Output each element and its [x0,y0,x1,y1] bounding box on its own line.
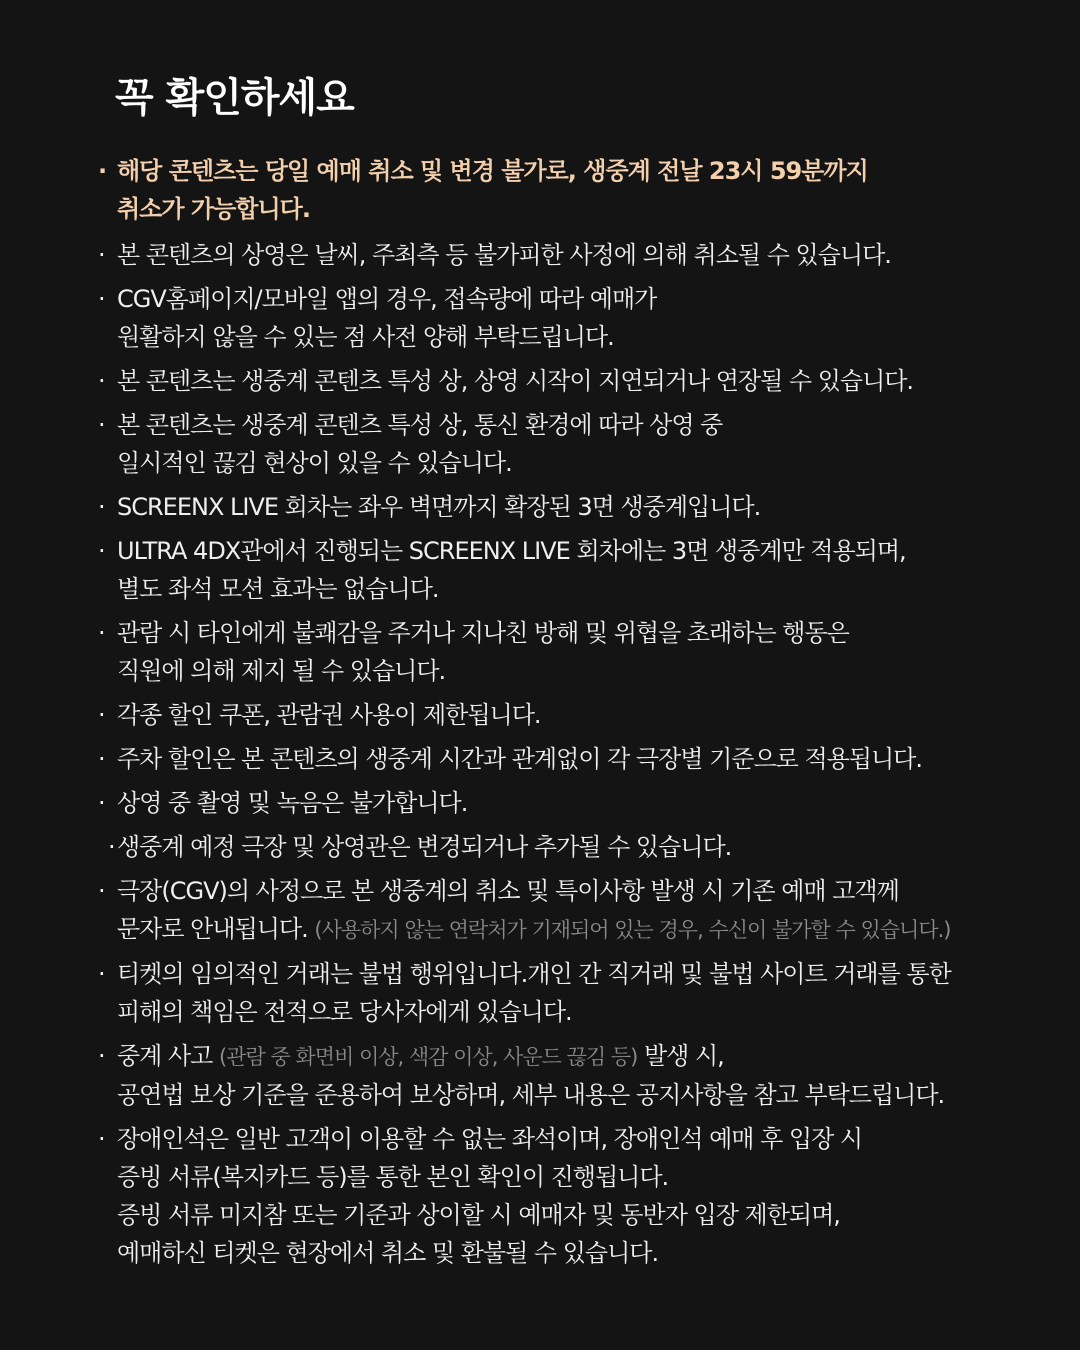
bullet-icon: · [108,833,115,861]
notice-line: 각종 할인 쿠폰, 관람권 사용이 제한됩니다. [117,701,541,729]
notice-item-ticket-resale [98,955,998,1031]
notice-note: (사용하지 않는 연락처가 기재되어 있는 경우, 수신이 불가할 수 있습니다.) [314,918,951,942]
notice-line: 티켓의 임의적인 거래는 불법 행위입니다.개인 간 직거래 및 불법 사이트 거래를 통한 [117,960,951,988]
notice-line [117,910,998,949]
notice-item-parking [98,740,998,778]
notice-text: 중계 사고 [117,1042,213,1070]
notice-line: 일시적인 끊김 현상이 있을 수 있습니다. [117,449,512,477]
notice-text: 문자로 안내됩니다. [117,915,308,943]
notice-item-screenx-live [98,488,998,526]
bullet-icon: · [98,285,105,313]
notice-text: 발생 시, [643,1042,724,1070]
bullet-icon: · [98,1125,105,1153]
notice-item-accessible-seating [98,1120,998,1272]
notice-line: 해당 콘텐츠는 당일 예매 취소 및 변경 불가로, 생중계 전날 23시 59분까지 [117,157,868,185]
bullet-icon: · [98,1042,105,1070]
notice-line: 직원에 의해 제지 될 수 있습니다. [117,657,446,685]
notice-line: 원활하지 않을 수 있는 점 사전 양해 부탁드립니다. [117,323,614,351]
notice-item-ultra-4dx [98,532,998,608]
notice-line: 피해의 책임은 전적으로 당사자에게 있습니다. [117,998,572,1026]
notice-line: 증빙 서류(복지카드 등)를 통한 본인 확인이 진행됩니다. [117,1163,669,1191]
notice-item-disruptive-behavior [98,614,998,690]
bullet-icon: · [98,493,105,521]
notice-line: 취소가 가능합니다. [117,195,310,223]
notice-line: SCREENX LIVE 회차는 좌우 벽면까지 확장된 3면 생중계입니다. [117,493,761,521]
bullet-icon: · [98,619,105,647]
notice-item-venue-change [98,828,998,866]
bullet-icon: · [98,367,105,395]
notice-item-cgv-cancellation [98,872,998,949]
notice-line: 본 콘텐츠는 생중계 콘텐츠 특성 상, 상영 시작이 지연되거나 연장될 수 있습니다. [117,367,914,395]
notice-item-broadcast-incident [98,1037,998,1114]
bullet-icon: · [98,960,105,988]
notice-item-no-recording [98,784,998,822]
notice-line: 증빙 서류 미지참 또는 기준과 상이할 시 예매자 및 동반자 입장 제한되며, [117,1201,840,1229]
notice-line: 관람 시 타인에게 불쾌감을 주거나 지나친 방해 및 위협을 초래하는 행동은 [117,619,849,647]
notice-line: 본 콘텐츠는 생중계 콘텐츠 특성 상, 통신 환경에 따라 상영 중 [117,411,723,439]
notice-list [98,152,998,1278]
bullet-icon: · [98,411,105,439]
bullet-icon: · [98,157,107,185]
notice-line: 상영 중 촬영 및 녹음은 불가합니다. [117,789,468,817]
notice-line: 별도 좌석 모션 효과는 없습니다. [117,575,439,603]
bullet-icon: · [98,789,105,817]
notice-item-start-delay [98,362,998,400]
bullet-icon: · [98,701,105,729]
notice-line: 극장(CGV)의 사정으로 본 생중계의 취소 및 특이사항 발생 시 기존 예매 고객께 [117,877,899,905]
notice-item-stream-interruption [98,406,998,482]
notice-item-booking-traffic [98,280,998,356]
notice-line: ULTRA 4DX관에서 진행되는 SCREENX LIVE 회차에는 3면 생중계만 적용되며, [117,537,906,565]
bullet-icon: · [98,745,105,773]
notice-line: 본 콘텐츠의 상영은 날씨, 주최측 등 불가피한 사정에 의해 취소될 수 있습니다. [117,241,891,269]
notice-line: 예매하신 티켓은 현장에서 취소 및 환불될 수 있습니다. [117,1239,659,1267]
notice-item-coupon-restriction [98,696,998,734]
notice-line: 장애인석은 일반 고객이 이용할 수 없는 좌석이며, 장애인석 예매 후 입장 시 [117,1125,863,1153]
notice-note: (관람 중 화면비 이상, 색감 이상, 사운드 끊김 등) [219,1045,638,1069]
notice-line: 주차 할인은 본 콘텐츠의 생중계 시간과 관계없이 각 극장별 기준으로 적용됩니다. [117,745,922,773]
notice-line: CGV홈페이지/모바일 앱의 경우, 접속량에 따라 예매가 [117,285,657,313]
bullet-icon: · [98,241,105,269]
notice-item-cancellation-deadline [98,152,998,228]
notice-item-weather-cancel [98,236,998,274]
bullet-icon: · [98,877,105,905]
notice-line [117,1037,998,1076]
notice-line: 생중계 예정 극장 및 상영관은 변경되거나 추가될 수 있습니다. [117,833,732,861]
bullet-icon: · [98,537,105,565]
notice-line: 공연법 보상 기준을 준용하여 보상하며, 세부 내용은 공지사항을 참고 부탁드립니다. [117,1081,945,1109]
page-title: 꼭 확인하세요 [115,75,354,121]
